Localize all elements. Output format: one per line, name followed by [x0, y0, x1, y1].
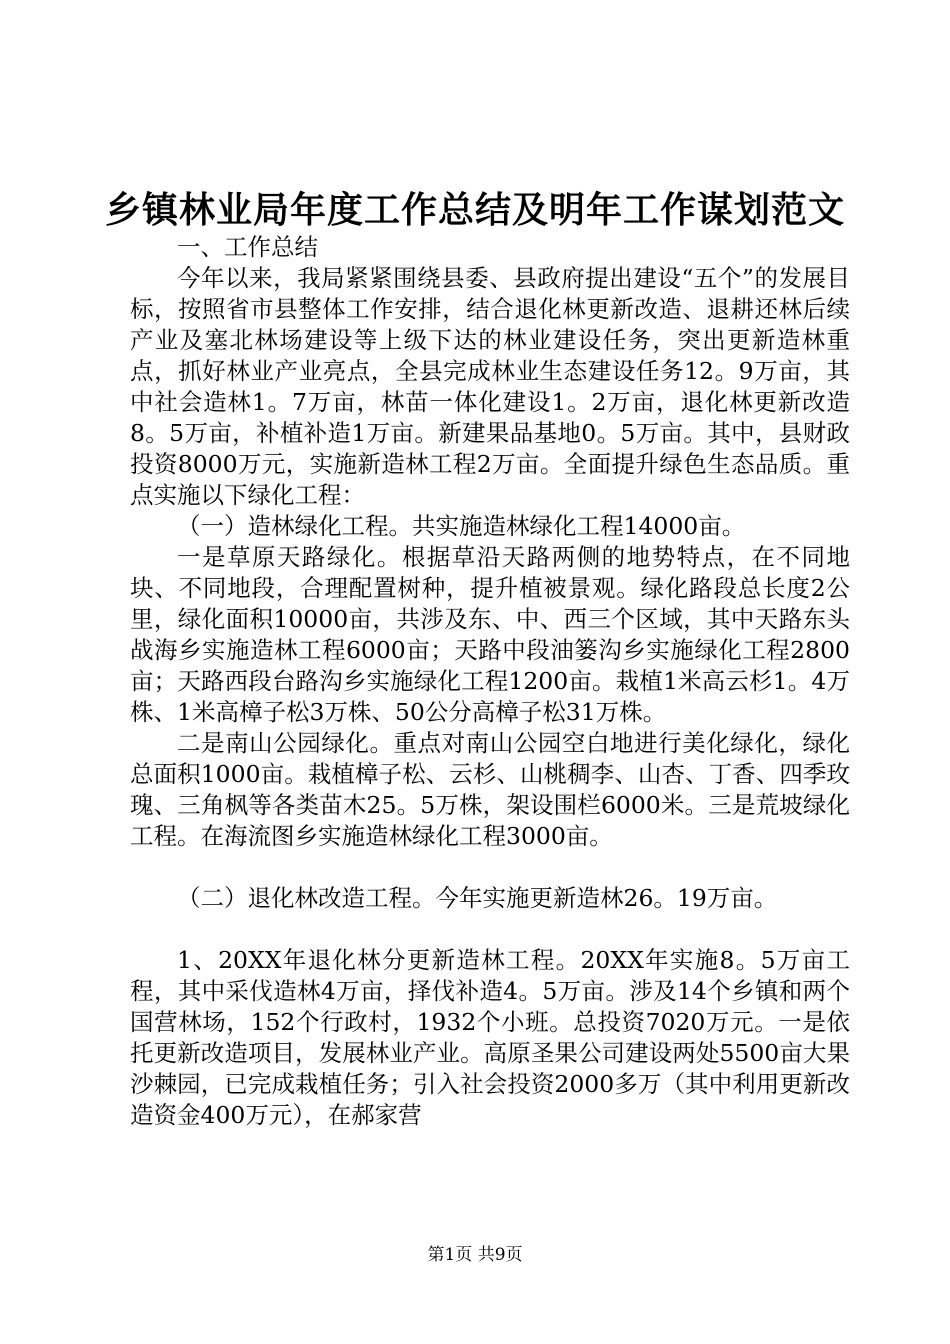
document-title: 乡镇林业局年度工作总结及明年工作谋划范文 [104, 189, 845, 231]
section-heading: 一、工作总结 [177, 233, 318, 261]
paragraph: 1、20XX年退化林分更新造林工程。20XX年实施8。5万亩工程，其中采伐造林4万亩，择伐补造4。5万亩。涉及14个乡镇和两个国营林场，152个行政村，1932个小班。总投资7020万元。一是依托更新改造项目，发展林业产业。高原圣果公司建设两处5500亩大果沙棘园，已完成栽植任务；引入社会投资2000多万（其中利用更新改造资金400万元），在郝家营 [130, 946, 850, 1129]
paragraph: 一是草原天路绿化。根据草沿天路两侧的地势特点，在不同地块、不同地段，合理配置树种，提升植被景观。绿化路段总长度2公里，绿化面积10000亩，共涉及东、中、西三个区域，其中天路东头战海乡实施造林工程6000亩；天路中段油篓沟乡实施绿化工程2800亩；天路西段台路沟乡实施绿化工程1200亩。栽植1米高云杉1。4万株、1米高樟子松3万株、50公分高樟子松31万株。 [130, 543, 850, 726]
spacer [130, 852, 850, 883]
spacer [130, 914, 850, 945]
subsection-heading: （二）退化林改造工程。今年实施更新造林26。19万亩。 [177, 884, 778, 912]
subsection-heading: （一）造林绿化工程。共实施造林绿化工程14000亩。 [177, 512, 746, 540]
paragraph: 二是南山公园绿化。重点对南山公园空白地进行美化绿化，绿化总面积1000亩。栽植樟子松、云杉、山桃稠李、山杏、丁香、四季玫瑰、三角枫等各类苗木25。5万株，架设围栏6000米。三是荒坡绿化工程。在海流图乡实施造林绿化工程3000亩。 [130, 729, 850, 850]
page-footer: 第1页 共9页 [427, 1245, 523, 1265]
paragraph: 今年以来，我局紧紧围绕县委、县政府提出建设“五个”的发展目标，按照省市县整体工作安排，结合退化林更新改造、退耕还林后续产业及塞北林场建设等上级下达的林业建设任务，突出更新造林重点，抓好林业产业亮点，全县完成林业生态建设任务12。9万亩，其中社会造林1。7万亩，林苗一体化建设1。2万亩，退化林更新改造8。5万亩，补植补造1万亩。新建果品基地0。5万亩。其中，县财政投资8000万元，实施新造林工程2万亩。全面提升绿色生态品质。重点实施以下绿化工程： [130, 264, 850, 509]
document-body [130, 232, 850, 1131]
